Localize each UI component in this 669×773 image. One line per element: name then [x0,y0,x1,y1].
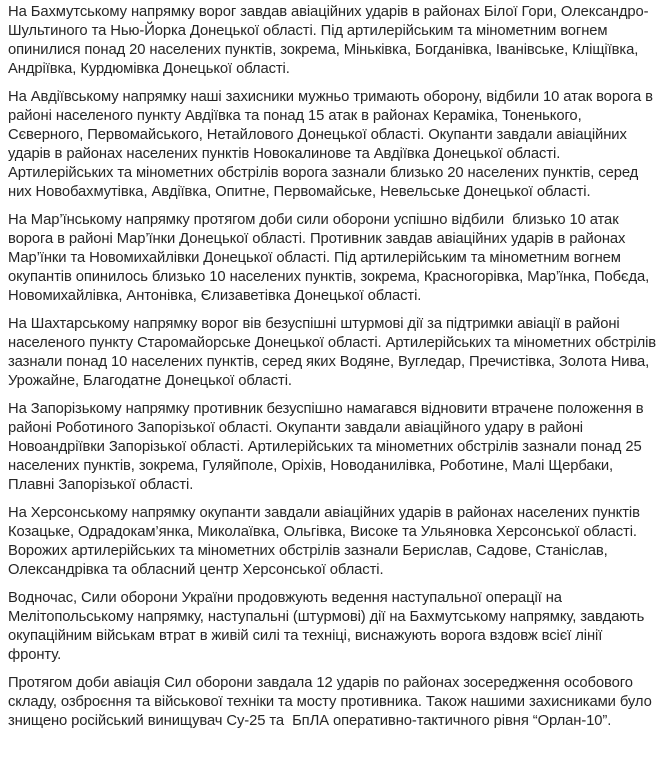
paragraph-zaporizhzhia-direction: На Запорізькому напрямку противник безуспішно намагався відновити втрачене положення в районі Роботиного Запорізької області. Окупанти завдали авіаційного удару в районі Новоандріївки Запорізької області. Артилерійських та мінометних обстрілів зазнали понад 25 населених пунктів, зокрема, Гуляйполе, Оріхів, Новоданилівка, Роботине, Малі Щербаки, Плавні Запорізької області. [8,401,648,493]
paragraph-offensive-operations: Водночас, Сили оборони України продовжують ведення наступальної операції на Мелітопольському напрямку, наступальні (штурмові) дії на Бахмутському напрямку, завдають окупаційним військам втрат в живій силі та техніці, виснажують ворога вздовж всієї лінії фронту. [8,590,649,663]
paragraph-kherson-direction: На Херсонському напрямку окупанти завдали авіаційних ударів в районах населених пунктів Козацьке, Одрадокам’янка, Миколаївка, Ольгівка, Високе та Ульяновка Херсонської області. Ворожих артилерійських та мінометних обстрілів зазнали Берислав, Садове, Станіслав, Олександрівка та обласний центр Херсонської області. [8,505,644,578]
paragraph-shakhtarsk-direction: На Шахтарському напрямку ворог вів безуспішні штурмові дії за підтримки авіації в районі населеного пункту Старомайорське Донецької області. Артилерійських та мінометних обстрілів зазнали понад 10 населених пунктів, серед яких Водяне, Вугледар, Пречистівка, Золота Нива, Урожайне, Благодатне Донецької області. [8,316,661,389]
paragraph-aviation-strikes: Протягом доби авіація Сил оборони завдала 12 ударів по районах зосередження особового складу, озброєння та військової техніки та мосту противника. Також нашими захисниками було знищено російський винищувач Су-25 та БпЛА оперативно-тактичного рівня “Орлан-10”. [8,675,656,729]
paragraph-avdiivka-direction: На Авдіївському напрямку наші захисники мужньо тримають оборону, відбили 10 атак ворога в районі населеного пункту Авдіївка та понад 15 атак в районах Кераміка, Тоненького, Сєверного, Первомайського, Нетайлового Донецької області. Окупанти завдали авіаційних ударів в районах населених пунктів Новокалинове та Авдіївка Донецької області. Артилерійських та мінометних обстрілів ворога зазнали близько 20 населених пунктів, серед них Новобахмутівка, Авдіївка, Опитне, Первомайське, Невельське Донецької області. [8,89,657,200]
paragraph-marinka-direction: На Мар’їнському напрямку протягом доби сили оборони успішно відбили близько 10 атак ворога в районі Мар’їнки Донецької області. Противник завдав авіаційних ударів в районах Мар’їнки та Новомихайлівки Донецької області. Під артилерійським та мінометним вогнем окупантів опинилось близько 10 населених пунктів, зокрема, Красногорівка, Мар’їнка, Побєда, Новомихайлівка, Антонівка, Єлизаветівка Донецької області. [8,212,654,304]
paragraph-bakhmut-direction: На Бахмутському напрямку ворог завдав авіаційних ударів в районах Білої Гори, Олександро-Шультиного та Нью-Йорка Донецької області. Під артилерійським та мінометним вогнем опинилися понад 20 населених пунктів, зокрема, Міньківка, Богданівка, Іванівське, Кліщіївка, Андріївка, Курдюмівка Донецької області. [8,4,649,77]
